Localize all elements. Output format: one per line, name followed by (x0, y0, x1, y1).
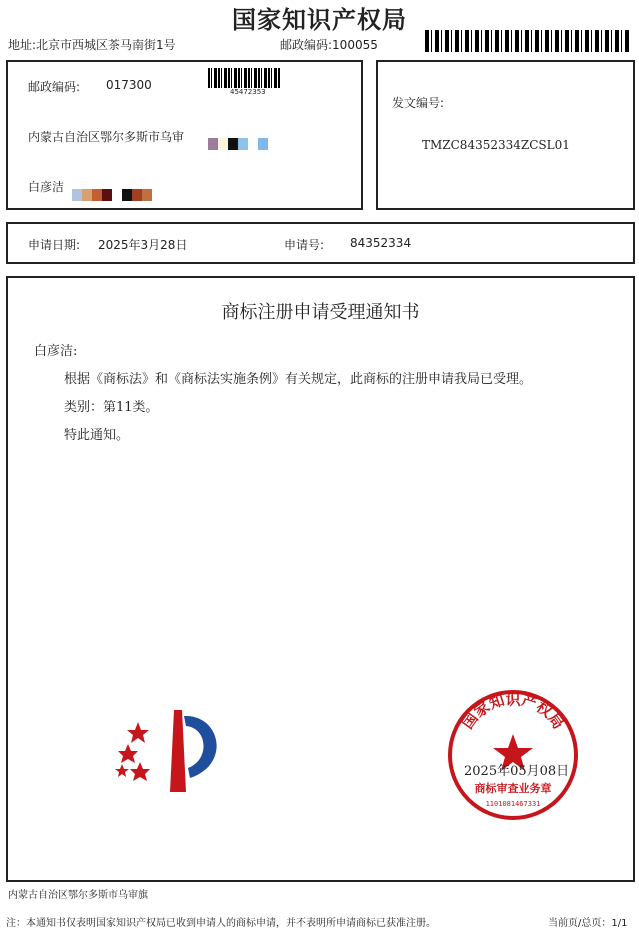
agency-title: 国家知识产权局 (232, 6, 407, 34)
seal-top-text: 国家知识产权局 (458, 690, 568, 733)
footer-page-indicator: 当前页/总页：1/1 (548, 918, 628, 929)
footer-address: 内蒙古自治区鄂尔多斯市乌审旗 (8, 890, 148, 901)
application-date-value: 2025年3月28日 (98, 238, 188, 252)
cnipa-logo (108, 704, 232, 800)
recipient-box (6, 60, 363, 210)
notice-title: 商标注册申请受理通知书 (221, 302, 420, 323)
notice-date: 2025年05月08日 (464, 764, 570, 779)
official-seal (448, 690, 578, 820)
agency-postcode: 邮政编码:100055 (280, 38, 378, 52)
svg-text:国家知识产权局 (458, 690, 567, 732)
application-info-box (6, 222, 635, 264)
agency-address: 地址:北京市西城区茶马南街1号 (8, 38, 176, 52)
recipient-address: 内蒙古自治区鄂尔多斯市乌审 (28, 130, 185, 144)
application-number-value: 84352334 (350, 236, 412, 250)
notice-salutation: 白彦洁: (34, 344, 78, 359)
document-number-label: 发文编号: (392, 96, 445, 110)
seal-serial: 1101081467331 (485, 800, 541, 808)
recipient-postcode-label: 邮政编码: (28, 80, 81, 94)
notice-body-line3: 特此通知。 (64, 428, 130, 443)
footer-note: 注：本通知书仅表明国家知识产权局已收到申请人的商标申请，并不表明所申请商标已获准注册。 (6, 918, 436, 929)
document-number-box (376, 60, 635, 210)
recipient-barcode (208, 68, 280, 88)
notice-body-line1: 根据《商标法》和《商标法实施条例》有关规定，此商标的注册申请我局已受理。 (64, 372, 533, 387)
recipient-postcode-value: 017300 (106, 78, 152, 92)
redacted-address-mosaic (208, 135, 268, 154)
notice-body-line2: 类别：第11类。 (64, 400, 159, 415)
application-number-label: 申请号: (284, 238, 325, 252)
application-date-label: 申请日期: (28, 238, 81, 252)
seal-bottom-text: 商标审查业务章 (474, 782, 552, 795)
seal-text-graphic (448, 690, 578, 820)
header-barcode (425, 30, 630, 52)
recipient-name: 白彦洁 (28, 180, 65, 194)
redacted-name-mosaic (72, 186, 152, 205)
notice-box (6, 276, 635, 882)
document-number-value: TMZC84352334ZCSL01 (422, 138, 570, 152)
recipient-barcode-number: 45472353 (230, 88, 266, 96)
